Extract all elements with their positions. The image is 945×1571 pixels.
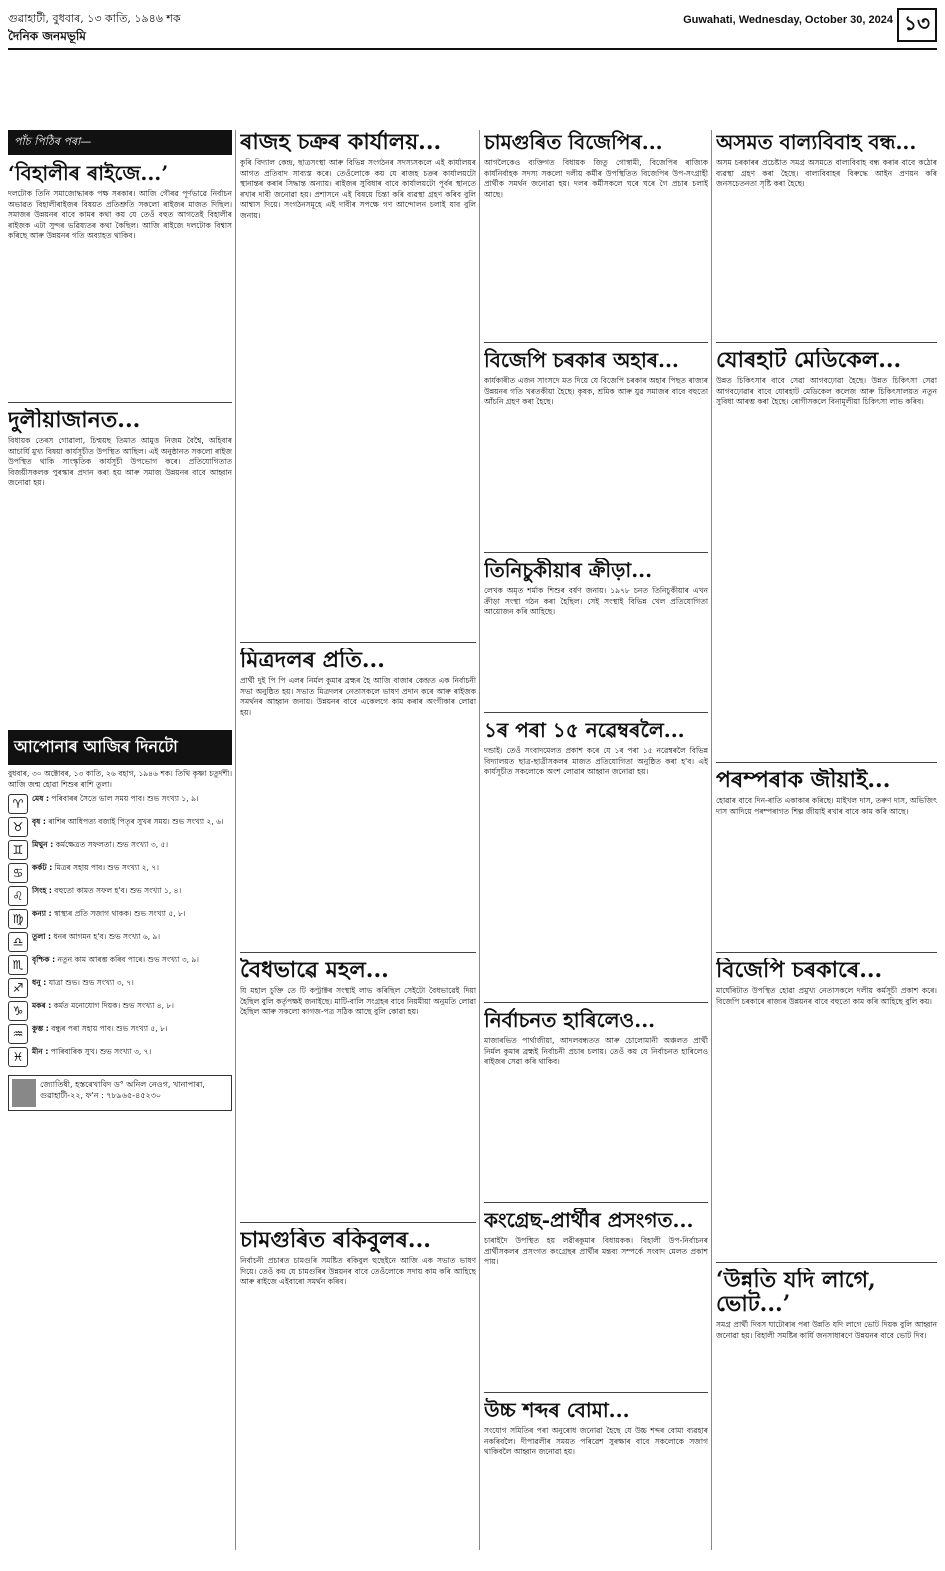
horoscope-row (8, 955, 232, 975)
sign-reading: যাত্ৰা শুভ। শুভ সংখ্যা ৩, ৭। (48, 978, 134, 987)
divider (716, 1262, 937, 1263)
sign-name: মকৰ : (32, 1001, 52, 1010)
sign-name: মেষ : (32, 794, 49, 803)
headline: পৰম্পৰাক জীয়াই... (716, 768, 891, 793)
divider (484, 1002, 708, 1003)
article-bjp-govt-2 (716, 958, 937, 1258)
horoscope-section (8, 730, 232, 1530)
sign-name: কন্যা : (32, 909, 52, 918)
article-body: উন্নত চিকিৎসাৰ বাবে সেৱা আগবঢ়োৱা হৈছে। উন্নত চিকিৎসা সেৱা আগবঢ়োৱাৰ বাবে যোৰহাট মেডিকেল কলেজ আৰু চিকিৎসালয়ত নতুন সুবিধা আৰম্ভ কৰা হৈছে। ৰোগীসকলে বিনামূলীয়া চিকিৎসা লাভ কৰিব। (716, 376, 937, 406)
horoscope-text (32, 909, 186, 929)
column-divider (711, 130, 712, 1550)
article-samaguri-bjp (484, 130, 708, 340)
zodiac-icon: ♏ (8, 955, 28, 975)
horoscope-row (8, 1001, 232, 1021)
column-2 (240, 130, 476, 1550)
top-rule (8, 48, 937, 50)
horoscope-intro: বুধবাৰ, ৩০ অক্টোবৰ, ১৩ কাতি, ২৬ বহাগ, ১৯৪৬ শক। তিথি কৃষ্ণা চতুৰ্দশী। আজি জন্ম হোৱা শিশুৰ ৰাশি তুলা। (8, 769, 232, 789)
article-body: দন্ডাই। তেওঁ সংবাদমেলত প্ৰকাশ কৰে যে ১ৰ পৰা ১৫ নৱেম্বৰলৈ বিভিন্ন বিদ্যালয়ত ছাত্ৰ-ছাত্ৰীসকলৰ মাজত প্ৰতিযোগিতা অনুষ্ঠিত কৰা হ'ব। এই কাৰ্যসূচীত সকলোকে অংশ লোৱাৰ আহ্বান জনোৱা হয়। (484, 746, 708, 776)
headline: কংগ্ৰেছ-প্ৰাৰ্থীৰ প্ৰসংগত... (484, 1208, 694, 1232)
article-body: যি মহাল চুক্তি তে টি কণ্ট্ৰাক্টৰ সংস্থাই লাভ কৰিছিল সেইটো বৈধভাৱেই দিয়া হৈছিল বুলি কৰ্তৃপক্ষই জনাইছে। মাটি-বালি সংগ্ৰহৰ বাবে নিয়মীয়া অনুমতি লোৱা হৈছিল আৰু সকলো কাগজ-পত্ৰ সঠিক আছে বুলি কোৱা হয়। (240, 986, 476, 1016)
column-divider (479, 130, 480, 1550)
headline: ১ৰ পৰা ১৫ নৱেম্বৰলৈ... (484, 718, 685, 742)
sign-name: বৃষ : (32, 817, 46, 826)
sign-reading: বহুতো কামত সফল হ'ব। শুভ সংখ্যা ১, ৪। (54, 886, 182, 895)
horoscope-row (8, 909, 232, 929)
horoscope-row (8, 794, 232, 814)
horoscope-text (32, 955, 199, 975)
divider (240, 952, 476, 953)
headline: চামগুৰিত বিজেপিৰ... (484, 130, 663, 154)
zodiac-icon: ♐ (8, 978, 28, 998)
headline: উচ্চ শব্দৰ বোমা... (484, 1398, 630, 1422)
headline: চামগুৰিত ৰকিবুলৰ... (240, 1228, 431, 1253)
sign-name: মীন : (32, 1047, 49, 1056)
horoscope-row (8, 863, 232, 883)
continued-tag: পাঁচ পিঠিৰ পৰা— (8, 130, 232, 155)
horoscope-row (8, 886, 232, 906)
sign-reading: কৰ্মক্ষেত্ৰত সফলতা। শুভ সংখ্যা ৩, ৫। (55, 840, 169, 849)
divider (716, 952, 937, 953)
horoscope-text (32, 794, 199, 814)
masthead (8, 6, 937, 46)
article-body: বিধায়ক তেৰস গোৱালা, চিন্ময়ছ তিমাত আমুত্ত নিজম বৈশ্বৈ, অহিবাৰ আচাৰ্যি মুখ্য বিষয়া কাৰ্যসূচীত উপস্থিত আছিল। এই অনুষ্ঠানত সকলো ৰাইজ উপস্থিত থাকি সাংস্কৃতিক কাৰ্যসূচী উপভোগ কৰে। প্ৰতিযোগিতাত বিজয়ীসকলক পুৰস্কাৰ প্ৰদান কৰা হয় আৰু সমাজ উন্নয়নৰ বাবে আহ্বান জনোৱা হয়। (8, 436, 232, 487)
horoscope-text (32, 817, 224, 837)
sign-name: কুম্ভ : (32, 1024, 49, 1033)
headline: ‘উন্নতি যদি লাগে, ভোট...’ (716, 1268, 876, 1317)
article-body: আগলৈকেও ব্যক্তিগত বিধায়ক জিতু গোস্বামী, বিজেপিৰ ৰাজ্যিক কাৰ্যনিৰ্বাহক সদস্য সকলো দলীয় কৰ্মীৰ উপস্থিতিত বিজেপিৰ উপ-সংগ্ৰাহী প্ৰাৰ্থীক সমৰ্থন জনোৱা হয়। দলৰ কৰ্মীসকলে ঘৰে ঘৰে গৈ প্ৰচাৰ চলাই আছে। (484, 158, 708, 199)
sign-name: মিথুন : (32, 840, 54, 849)
sign-reading: কৰ্মত মনোযোগ দিয়ক। শুভ সংখ্যা ৪, ৮। (53, 1001, 174, 1010)
sign-name: সিংহ : (32, 886, 52, 895)
sign-reading: পাৰিবাৰিক সুখ। শুভ সংখ্যা ৩, ৭। (50, 1047, 152, 1056)
sign-reading: বন্ধুৰ পৰা সহায় পাব। শুভ সংখ্যা ৫, ৮। (51, 1024, 168, 1033)
headline: দুলীয়াজানত... (8, 408, 141, 433)
sign-reading: ধনৰ আগমন হ'ব। শুভ সংখ্যা ৬, ৯। (53, 932, 161, 941)
headline: নিৰ্বাচনত হাৰিলেও... (484, 1008, 656, 1032)
article-body: নিৰ্বাচনী প্ৰচাৰত চামগুৰি সমষ্টিত ৰকিবুল হুছেইনে আজি এক সভাত ভাষণ দিয়ে। তেওঁ কয় যে চামগুৰিৰ উন্নয়নৰ বাবে তেওঁলোকে সদায় কাম কৰি আহিছে আৰু ৰাইজে এইবাৰো সমৰ্থন কৰিব। (240, 1256, 476, 1286)
sign-name: ধনু : (32, 978, 47, 987)
horoscope-text (32, 863, 159, 883)
article-body: হোৱাৰ বাবে দিন-ৰাতি একাকাৰ কৰিছে। মাইখল দাস, তৰুণ দাস, অভিজিৎ দাস আদিয়ে পৰম্পৰাগত শিল্প জীয়াই ৰখাৰ বাবে কাম কৰি আছে। (716, 796, 937, 816)
sign-name: কৰ্কট : (32, 863, 53, 872)
horoscope-row (8, 978, 232, 998)
column-1 (8, 130, 232, 1550)
column-4 (716, 130, 937, 1550)
horoscope-title: আপোনাৰ আজিৰ দিনটো (8, 730, 232, 765)
article-body: প্ৰাৰ্থী দুই পি পি এলৰ নিৰ্মল কুমাৰ ব্ৰহ্মৰ হৈ আজি বাজাৰ কেন্দ্ৰত এক নিৰ্বাচনী সভা অনুষ্ঠিত হয়। সভাত মিত্ৰদলৰ নেতাসকলে ভাষণ প্ৰদান কৰে আৰু ৰাইজক সমৰ্থনৰ আহ্বান জনায়। উন্নয়নৰ বাবে একেলগে কাম কৰাৰ অংগীকাৰ লোৱা হয়। (240, 676, 476, 717)
headline: বৈধভাৱে মহল... (240, 958, 389, 983)
column-divider (235, 130, 236, 1550)
avatar (12, 1079, 36, 1107)
headline: তিনিচুকীয়াৰ ক্ৰীড়া... (484, 558, 653, 582)
headline: ৰাজহ চক্ৰৰ কাৰ্যালয়... (240, 130, 442, 155)
article-body: মাৰ্ঘেৰিটাত উপস্থিত হোৱা প্ৰমুখ্য নেতাসকলে দলীয় কৰ্মসূচী প্ৰকাশ কৰে। বিজেপি চৰকাৰে ৰাজ্যৰ উন্নয়নৰ বাবে বহুতো কাম কৰি আহিছে বুলি কয়। (716, 986, 937, 1006)
headline: যোৰহাট মেডিকেল... (716, 348, 902, 373)
headline: বিজেপি চৰকাৰে... (716, 958, 883, 983)
horoscope-text (32, 932, 160, 952)
zodiac-icon: ♉ (8, 817, 28, 837)
zodiac-icon: ♌ (8, 886, 28, 906)
sign-reading: মিত্ৰৰ সহায় পাব। শুভ সংখ্যা ২, ৭। (54, 863, 159, 872)
article-body: দলটোক তিনি সমাজোদ্ধাৰক পক্ষ সৰকাৰ। আজি গৌৰৱ পূৰ্ণভাৱে নিৰ্বাচন অভাৱত বিহালীৰাইজৰ বিষয়ত প্ৰতিশ্ৰুতি সকলো ৰাইজৰ মাজত দিছিল। সমাজৰ উন্নয়নৰ বাবে কামৰ কথা কয় যে তেওঁ বহুত আগতেই বিহালীৰ ৰাইজক এটা সুন্দৰ ভৱিষ্যতৰ কথা কৈছিল। আজি ৰাইজে দলটোক বিশ্বাস কৰিছে আৰু উন্নয়নৰ গতি অব্যাহত থাকিব। (8, 189, 232, 240)
headline: অসমত বাল্যবিবাহ বন্ধ... (716, 130, 917, 154)
article-lost-election (484, 1008, 708, 1198)
sign-reading: পৰিবাৰৰ সৈতে ভাল সময় পাব। শুভ সংখ্যা ১, ৯। (51, 794, 199, 803)
header-date-local: গুৱাহাটী, বুধবাৰ, ১৩ কাতি, ১৯৪৬ শক (8, 12, 181, 25)
article-revenue-circle (240, 130, 476, 640)
zodiac-icon: ♍ (8, 909, 28, 929)
divider (716, 342, 937, 343)
article-development-vote (716, 1268, 937, 1548)
newspaper-name: দৈনিক জনমভূমি (8, 29, 86, 43)
horoscope-text (32, 1024, 168, 1044)
article-body: কাৰ্যকাৰীত এজন সাংসদে মত দিয়ে যে বিজেপি চৰকাৰ অহাৰ পিছত ৰাজ্যৰ উন্নয়নৰ গতি খৰতকীয়া হৈছে। কৃষক, শ্ৰমিক আৰু যুৱ সমাজৰ বাবে বহুতো আঁচনি গ্ৰহণ কৰা হৈছে। (484, 376, 708, 406)
horoscope-list (8, 794, 232, 1067)
article-body: মাজাৰভিত পাৰ্থাজীয়া, আদলবন্ধতত আৰু চোলোমানী অঞ্চলত প্ৰাৰ্থী নিৰ্মল কুমাৰ ব্ৰহ্মই নিৰ্বাচনী প্ৰচাৰ চলায়। তেওঁ কয় যে নিৰ্বাচনত হাৰিলেও ৰাইজৰ সেৱা কৰি থাকিব। (484, 1036, 708, 1066)
zodiac-icon: ♒ (8, 1024, 28, 1044)
sign-reading: ৰাশিৰ আধিপত্য বজাই পিতৃৰ সুখৰ সময়। শুভ সংখ্যা ২, ৬। (48, 817, 224, 826)
horoscope-row (8, 932, 232, 952)
horoscope-text (32, 1047, 151, 1067)
horoscope-text (32, 978, 134, 998)
zodiac-icon: ♊ (8, 840, 28, 860)
article-bihali (8, 130, 232, 400)
article-body: কুৰি বিদ্যাল কেন্দ্ৰ, ছাত্ৰসংস্থা আৰু বিভিন্ন সংগঠনৰ সদস্যসকলে এই কাৰ্যালয়ৰ আগত প্ৰতিবাদ সাব্যস্ত কৰে। তেওঁলোকে কয় যে ৰাজহ চক্ৰৰ কাৰ্যালয়টো স্থানান্তৰ কৰাৰ সিদ্ধান্ত অন্যায়। ৰাইজৰ সুবিধাৰ বাবে কাৰ্যালয়টো পূৰ্বৰ স্থানতে ৰখাৰ দাবী জনোৱা হয়। প্ৰশাসনে এই বিষয়ে চিন্তা কৰি ব্যৱস্থা গ্ৰহণ কৰিব বুলি আশ্বাস দিয়ে। সংগঠনসমূহে এই দাবীৰ সপক্ষে গণ আন্দোলন চলাই যাব বুলি জনায়। (240, 158, 476, 220)
article-tradition (716, 768, 937, 948)
zodiac-icon: ♋ (8, 863, 28, 883)
horoscope-row (8, 1047, 232, 1067)
divider (240, 1222, 476, 1223)
article-body: চাৰাইদৈ উপস্থিত হয় লৱীৰকুমাৰ বিধায়কক। বিহালী উপ-নিৰ্বাচনৰ প্ৰাৰ্থীসকলৰ প্ৰসংগত কংগ্ৰেছৰ প্ৰাৰ্থীৰ মন্তব্য সম্পৰ্কে সংবাদ মেলত প্ৰকাশ পায়। (484, 1236, 708, 1266)
divider (484, 552, 708, 553)
headline: মিত্ৰদলৰ প্ৰতি... (240, 648, 385, 673)
article-body: অসম চৰকাৰৰ প্ৰচেষ্টাত সমগ্ৰ অসমতে বাল্যবিবাহ বন্ধ কৰাৰ বাবে কঠোৰ ব্যৱস্থা গ্ৰহণ কৰা হৈছে। বাল্যবিবাহৰ বিৰুদ্ধে আইন প্ৰণয়ন কৰি জনসচেতনতা সৃষ্টি কৰা হৈছে। (716, 158, 937, 188)
article-legal-mahal (240, 958, 476, 1218)
zodiac-icon: ♓ (8, 1047, 28, 1067)
divider (240, 642, 476, 643)
divider (484, 342, 708, 343)
sign-reading: স্বাস্থ্যৰ প্ৰতি সজাগ থাকক। শুভ সংখ্যা ৫, ৮। (54, 909, 186, 918)
divider (8, 402, 232, 403)
article-ally (240, 648, 476, 948)
sign-name: তুলা : (32, 932, 52, 941)
sign-reading: নতুন কাম আৰম্ভ কৰিব পাৰে। শুভ সংখ্যা ৩, ৯। (57, 955, 199, 964)
zodiac-icon: ♈ (8, 794, 28, 814)
headline: ‘বিহালীৰ ৰাইজে...’ (8, 161, 169, 185)
article-congress-candidate (484, 1208, 708, 1388)
zodiac-icon: ♎ (8, 932, 28, 952)
divider (716, 762, 937, 763)
article-loud-crackers (484, 1398, 708, 1548)
article-jorhat-medical (716, 348, 937, 758)
divider (484, 1202, 708, 1203)
astrologer-info: জ্যোতিষী, হস্তৰেখাবিদ ড° অনিল নেওগ, খানাপাৰা, গুৱাহাটী-২২, ফ'ন : ৭৮৯৬৫-৪৫২৩০ (40, 1080, 205, 1100)
horoscope-text (32, 1001, 174, 1021)
horoscope-text (32, 886, 181, 906)
sign-name: বৃশ্চিক : (32, 955, 56, 964)
horoscope-row (8, 817, 232, 837)
article-body: সংযোগ সমিতিৰ পৰা অনুৰোধ জনোৱা হৈছে যে উচ্চ শব্দৰ বোমা ব্যৱহাৰ নকৰিবলৈ। দীপাৱলীৰ সময়ত পৰিৱেশ সুৰক্ষাৰ বাবে সকলোকে সজাগ থাকিবলৈ আহ্বান জনোৱা হয়। (484, 1426, 708, 1456)
article-nov-1-15 (484, 718, 708, 998)
header-date-english: Guwahati, Wednesday, October 30, 2024 (683, 14, 893, 26)
article-tinsukia-sports (484, 558, 708, 708)
article-child-marriage (716, 130, 937, 340)
astrologer-box (8, 1075, 232, 1111)
article-bjp-govt (484, 348, 708, 548)
zodiac-icon: ♑ (8, 1001, 28, 1021)
horoscope-text (32, 840, 168, 860)
article-body: লেখক অমৃত শৰ্মাক শিশুৰ বৰ্ষণ জনায়। ১৯৭৮ চনত তিনিচুকীয়াৰ এখন ক্ৰীড়া সংস্থা গঠন কৰা হৈছিল। সেই সংস্থাই বিভিন্ন খেল প্ৰতিযোগিতা আয়োজন কৰি আহিছে। (484, 586, 708, 616)
article-duliajan (8, 408, 232, 718)
divider (484, 1392, 708, 1393)
divider (484, 712, 708, 713)
column-3 (484, 130, 708, 1550)
article-samaguri-rakibul (240, 1228, 476, 1548)
article-body: সমগ্ৰ প্ৰাৰ্থী দিবস ঘাটোৰাৰ পৰা উন্নতি যদি লাগে ভোট দিয়ক বুলি আহ্বান জনোৱা হয়। বিহালী সমষ্টিৰ কাৰ্যি জনসাধাৰণে উন্নয়নৰ বাবে ভোট দিব। (716, 1320, 937, 1340)
page-number: ১৩ (897, 8, 937, 42)
horoscope-row (8, 1024, 232, 1044)
headline: বিজেপি চৰকাৰ অহাৰ... (484, 348, 679, 372)
horoscope-row (8, 840, 232, 860)
